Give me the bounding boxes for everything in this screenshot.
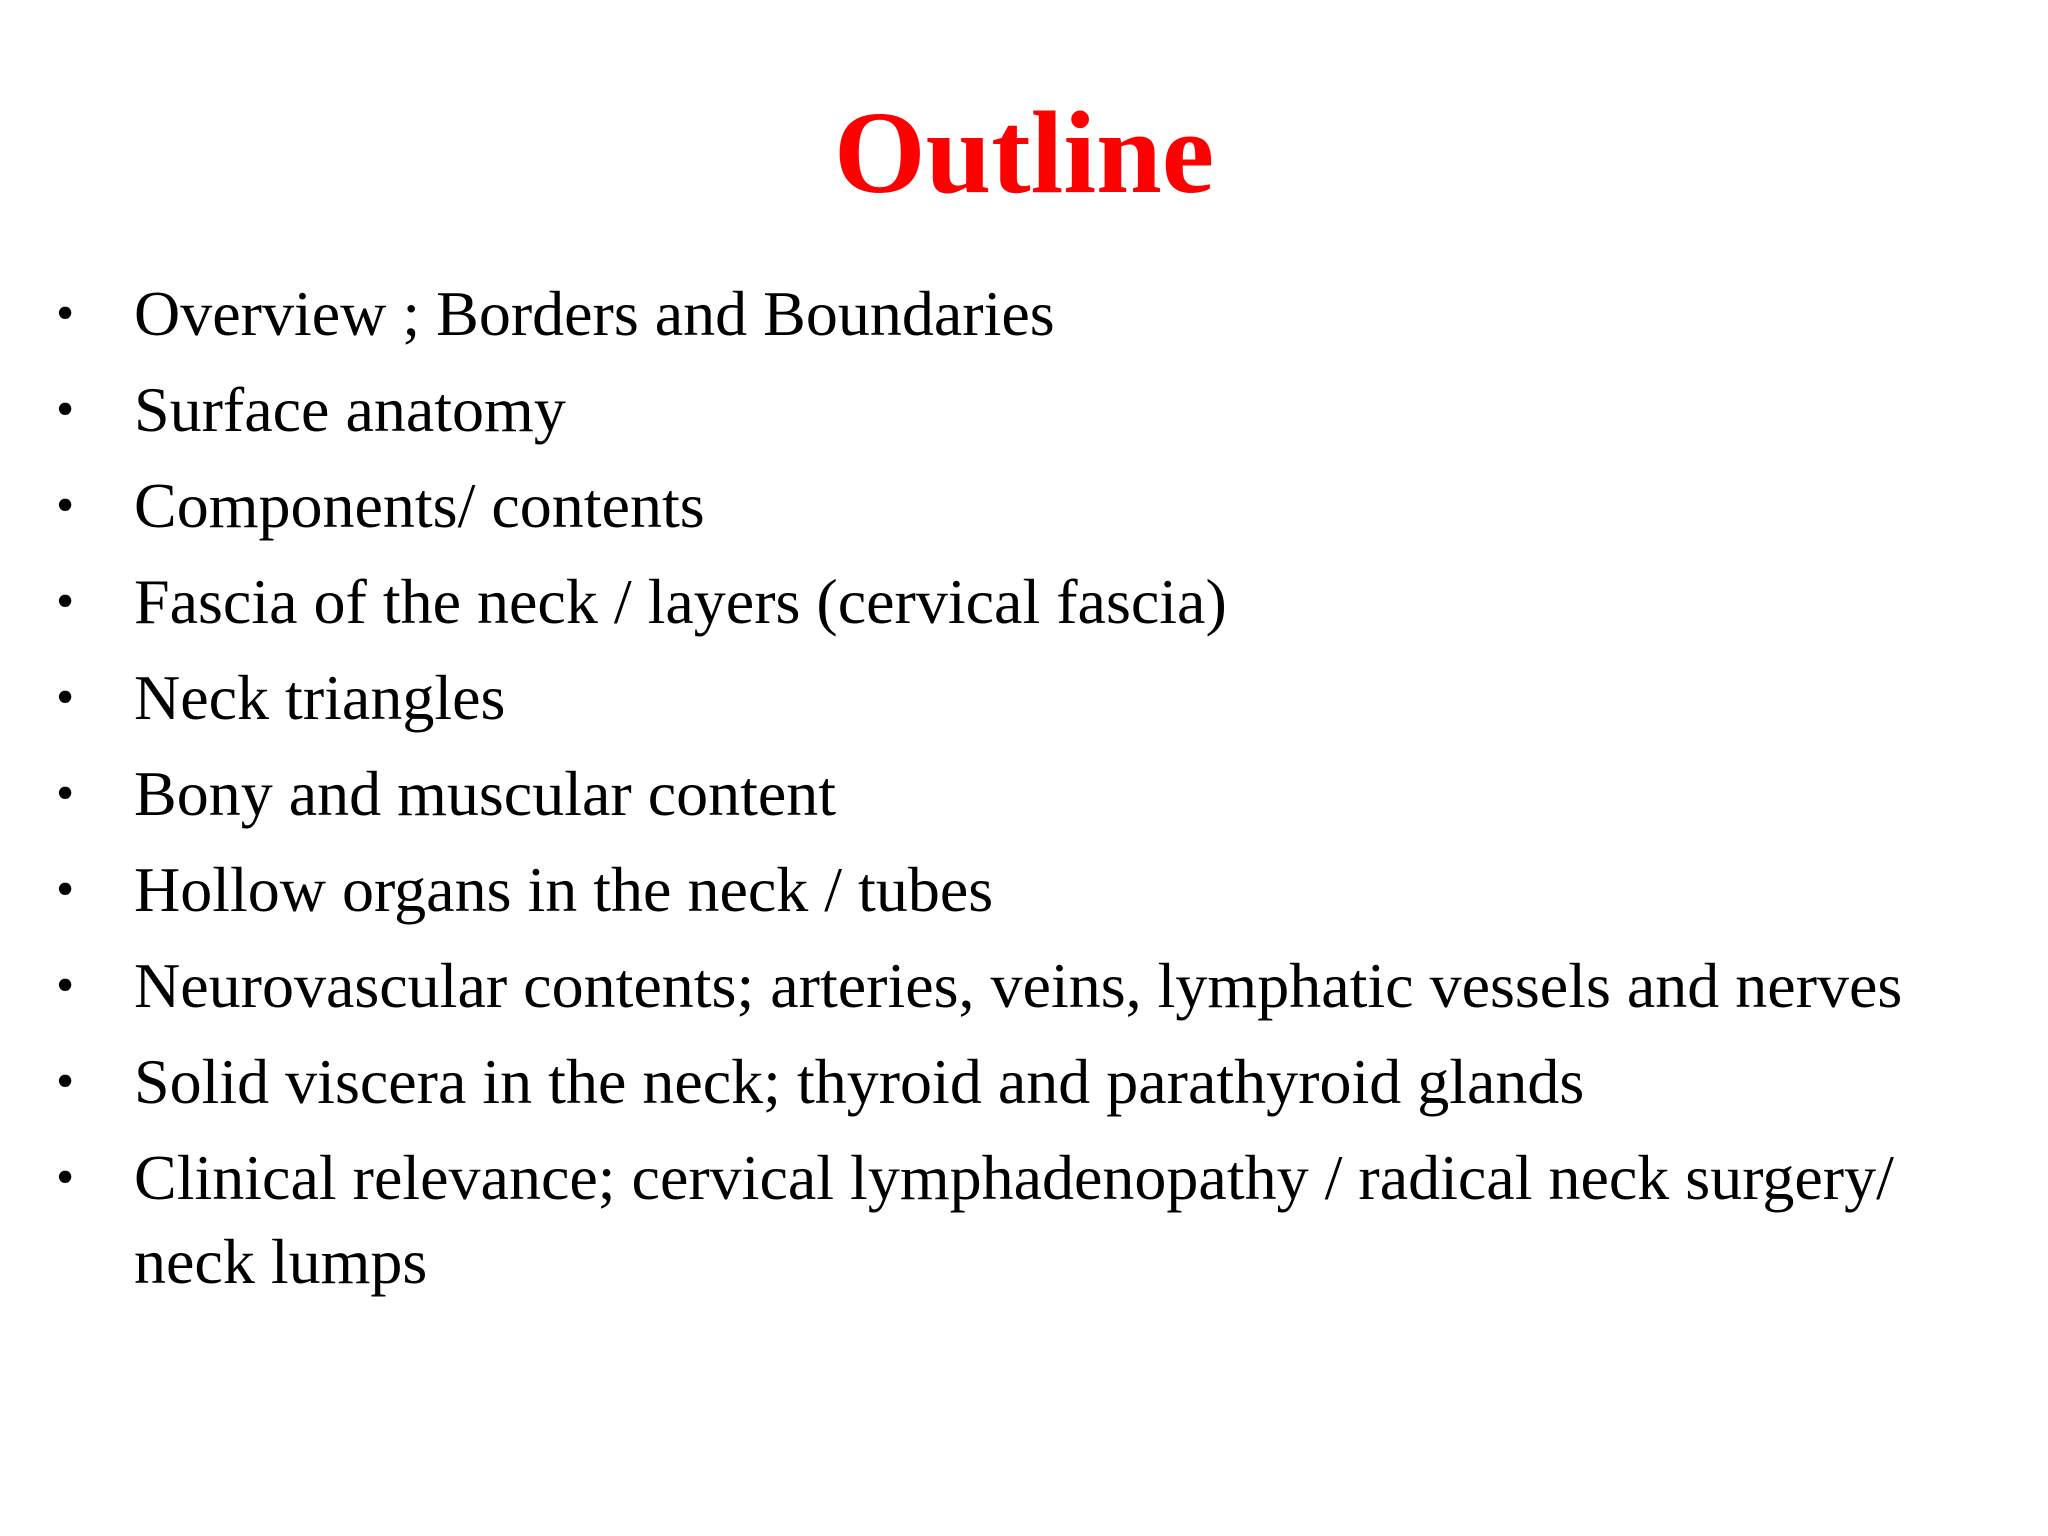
list-item bbox=[56, 1040, 1996, 1124]
bullet-icon: • bbox=[56, 381, 75, 438]
list-item-text: Hollow organs in the neck / tubes bbox=[134, 854, 994, 925]
list-item-text: Clinical relevance; cervical lymphadenopathy / radical neck surgery/ neck lumps bbox=[134, 1142, 1894, 1297]
list-item bbox=[56, 1136, 1996, 1304]
list-item bbox=[56, 848, 1996, 932]
list-item-text: Overview ; Borders and Boundaries bbox=[134, 278, 1055, 349]
list-item-text: Fascia of the neck / layers (cervical fascia) bbox=[134, 566, 1227, 637]
outline-list bbox=[56, 272, 1996, 1316]
list-item bbox=[56, 944, 1996, 1028]
list-item bbox=[56, 560, 1996, 644]
list-item-text: Bony and muscular content bbox=[134, 758, 837, 829]
list-item-text: Neurovascular contents; arteries, veins, lymphatic vessels and nerves bbox=[134, 950, 1903, 1021]
list-item-text: Surface anatomy bbox=[134, 374, 566, 445]
bullet-icon: • bbox=[56, 669, 75, 726]
list-item-text: Components/ contents bbox=[134, 470, 705, 541]
bullet-icon: • bbox=[56, 285, 75, 342]
list-item bbox=[56, 272, 1996, 356]
list-item-text: Neck triangles bbox=[134, 662, 506, 733]
list-item bbox=[56, 368, 1996, 452]
bullet-icon: • bbox=[56, 765, 75, 822]
bullet-icon: • bbox=[56, 573, 75, 630]
list-item-text: Solid viscera in the neck; thyroid and parathyroid glands bbox=[134, 1046, 1585, 1117]
slide-title: Outline bbox=[833, 87, 1215, 218]
list-item bbox=[56, 464, 1996, 548]
bullet-icon: • bbox=[56, 1149, 75, 1206]
bullet-icon: • bbox=[56, 477, 75, 534]
bullet-icon: • bbox=[56, 861, 75, 918]
list-item bbox=[56, 656, 1996, 740]
bullet-icon: • bbox=[56, 957, 75, 1014]
bullet-icon: • bbox=[56, 1053, 75, 1110]
list-item bbox=[56, 752, 1996, 836]
